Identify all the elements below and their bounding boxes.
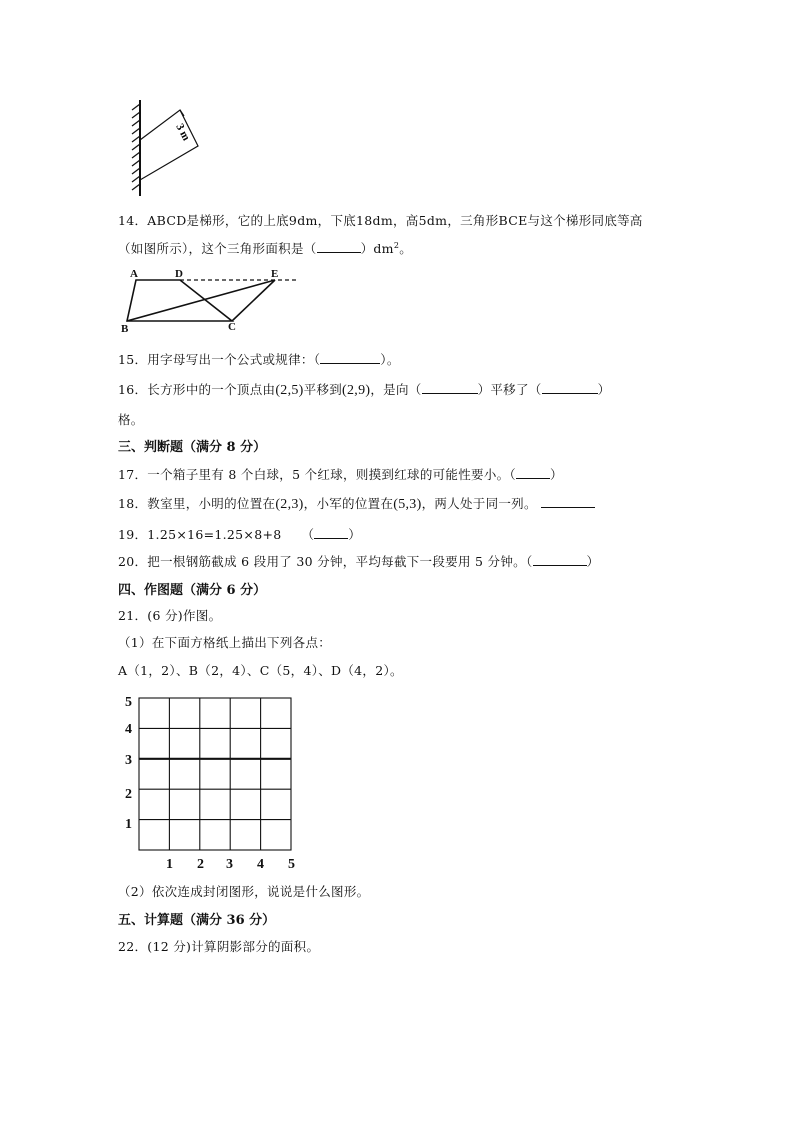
grid-x-label-3: 3 [226,857,233,872]
q17-answer-blank[interactable] [516,467,550,479]
q17 [118,465,563,483]
q16-distance-blank[interactable] [542,382,598,394]
q21-sub1: （1）在下面方格纸上描出下列各点： [118,635,332,650]
q18-post: ，两人处于同一列。 [421,496,537,511]
q21-sub2: （2）依次连成封闭图形，说说是什么图形。 [118,884,370,899]
q14-line2 [118,239,412,257]
q20-post: ） [586,554,600,569]
q21-title: 21．(6 分)作图。 [118,608,222,623]
q19-close: ） [348,527,362,542]
q14-line1: 14．ABCD是梯形，它的上底9dm，下底18dm，高5dm，三角形BCE与这个梯形同底等高 [118,213,643,228]
trapezoid-figure [118,266,308,336]
q14-line2-pre: （如图所示），这个三角形面积是（ [118,241,317,256]
q15 [118,350,400,368]
q14-answer-blank[interactable] [317,241,361,253]
q19-open: （ [301,527,315,542]
q15-post: ）。 [380,352,400,367]
q18-mid: ，小军的位置在 [303,496,394,511]
q21-points: A（1，2）、B（2，4）、C（5，4）、D（4，2）。 [118,663,403,678]
grid-y-label-4: 4 [125,722,132,737]
grid-x-label-5: 5 [288,857,295,872]
q16-point2: (2,9) [342,383,371,398]
q16-direction-blank[interactable] [422,382,478,394]
section4-title: 四、作图题（满分 6 分） [118,583,267,598]
grid-y-label-2: 2 [125,787,132,802]
q19-pre: 19．1.25×16=1.25×8+8 [118,527,282,542]
q17-pre: 17．一个箱子里有 8 个白球，5 个红球，则摸到红球的可能性要小。（ [118,467,516,482]
q20-answer-blank[interactable] [533,554,587,566]
q18-answer-blank[interactable] [541,496,595,508]
q16-line2: 格。 [118,412,144,427]
q20 [118,552,599,570]
q15-answer-blank[interactable] [320,352,380,364]
q16-pre: 16．长方形中的一个顶点由 [118,382,276,397]
grid-x-label-2: 2 [197,857,204,872]
q18-point2: (5,3) [393,497,422,512]
q14-line2-end: 。 [399,241,413,256]
ladder-label: 3 m [173,121,193,143]
q18-pre: 18．教室里，小明的位置在 [118,496,276,511]
q14-line2-post: ）dm [360,241,394,256]
section5-title: 五、计算题（满分 36 分） [118,913,276,928]
ladder-figure [120,96,210,200]
q18 [118,494,595,513]
point-label-E: E [271,268,279,280]
point-label-D: D [175,268,183,280]
trapezoid-ABCD [127,280,232,321]
grid-x-label-4: 4 [257,857,264,872]
q19 [118,525,361,543]
grid-y-label-5: 5 [125,695,132,710]
q16-mid3: ）平移了（ [477,382,542,397]
q20-pre: 20．把一根钢筋截成 6 段用了 30 分钟，平均每截下一段要用 5 分钟。（ [118,554,533,569]
q19-answer-blank[interactable] [314,527,348,539]
q16-end: ） [597,382,611,397]
q17-post: ） [549,467,563,482]
q14-unit-exponent: 2 [393,240,400,250]
point-label-C: C [228,321,236,333]
q16-mid: 平移到 [303,382,343,397]
q16-mid2: ，是向（ [370,382,422,397]
q18-point1: (2,3) [275,497,304,512]
q16-point1: (2,5) [275,383,304,398]
grid-y-label-1: 1 [125,817,132,832]
q15-pre: 15．用字母写出一个公式或规律：（ [118,352,321,367]
point-label-B: B [121,323,129,335]
q16-line1 [118,380,610,399]
section3-title: 三、判断题（满分 8 分） [118,440,267,455]
q22: 22．(12 分)计算阴影部分的面积。 [118,939,320,954]
grid-y-label-3: 3 [125,753,132,768]
point-label-A: A [130,268,138,280]
grid-x-label-1: 1 [166,857,173,872]
coordinate-grid[interactable] [118,690,308,875]
